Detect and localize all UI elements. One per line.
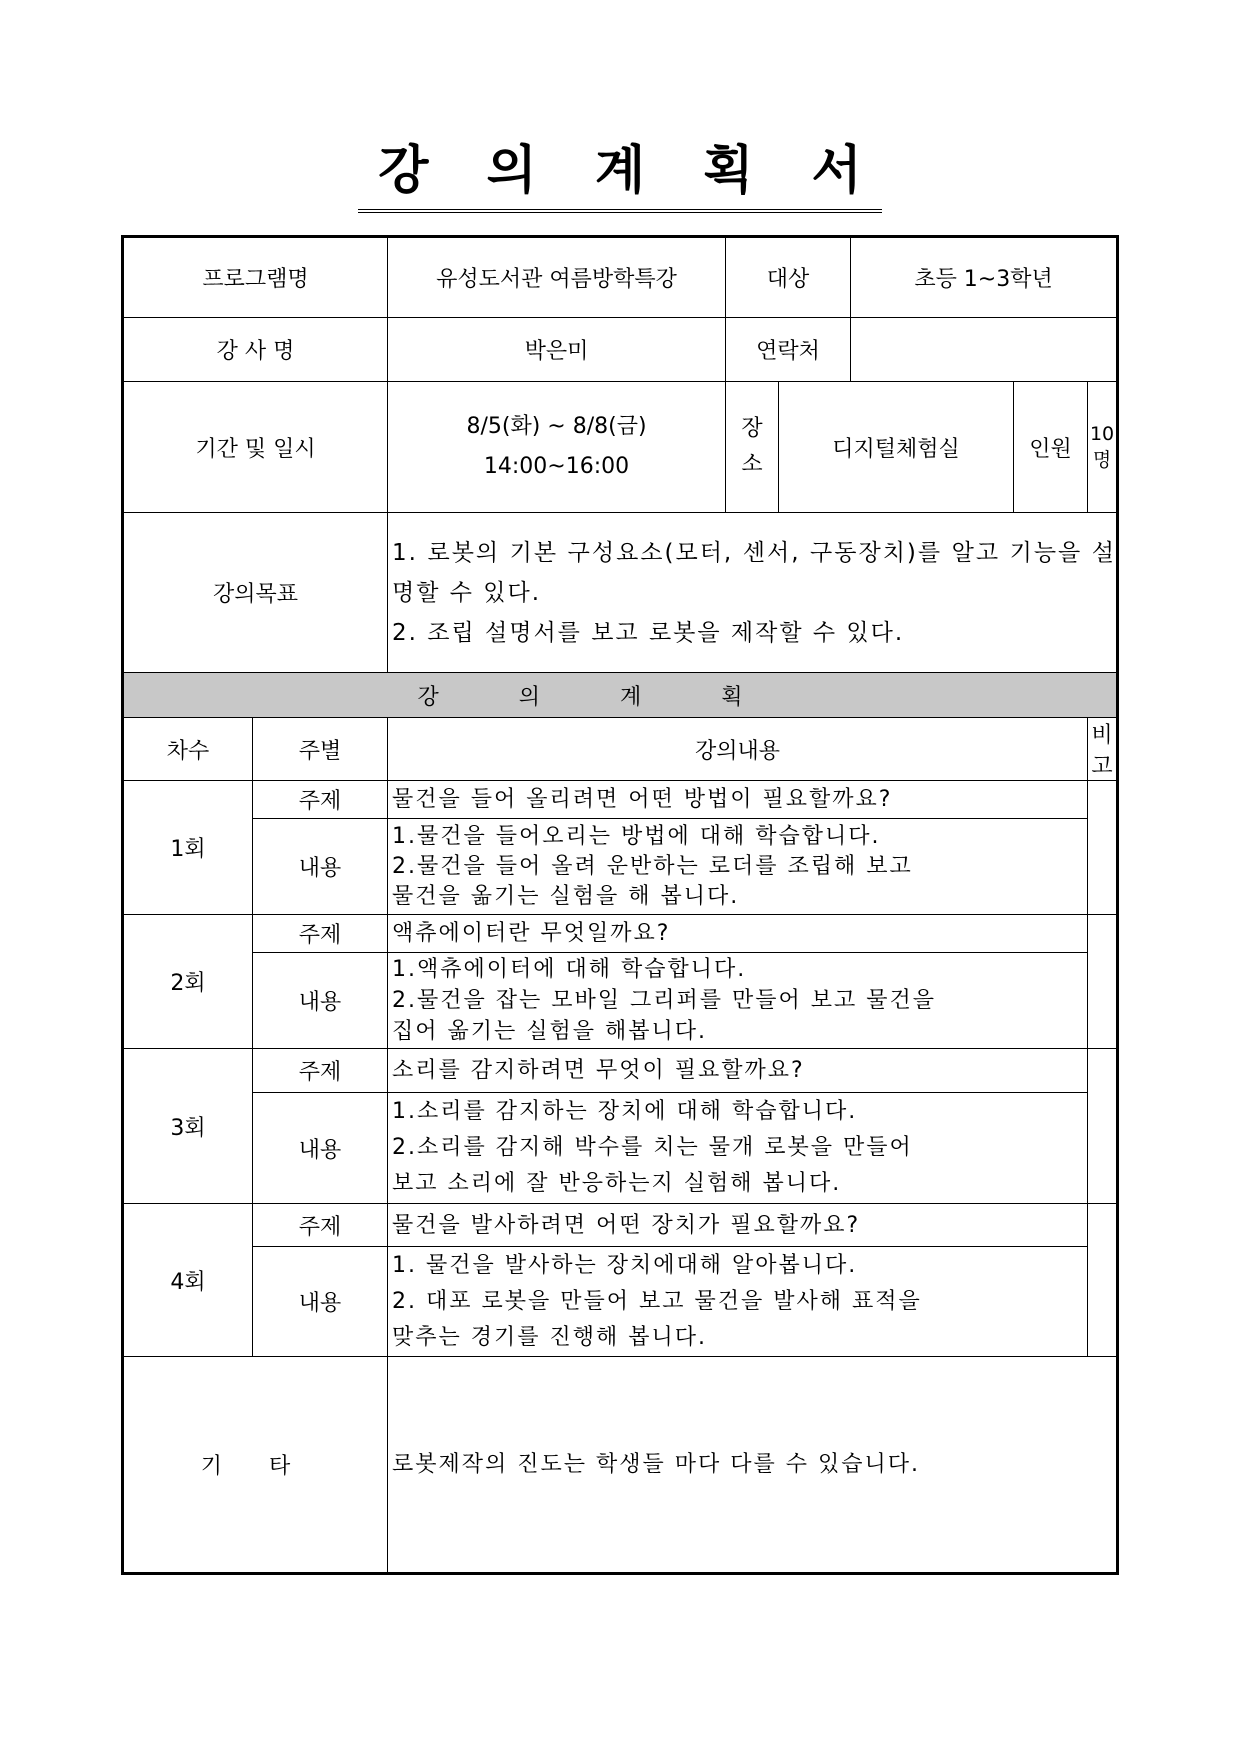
col-content: 강의내용 <box>388 718 1088 781</box>
goals-row <box>123 513 1118 673</box>
target-value: 초등 1~3학년 <box>851 237 1118 318</box>
etc-text: 로봇제작의 진도는 학생들 마다 다를 수 있습니다. <box>388 1357 1118 1574</box>
session-1-content-label: 내용 <box>253 819 388 915</box>
session-4-content-label: 내용 <box>253 1247 388 1357</box>
session-4-no: 4회 <box>123 1204 253 1357</box>
col-type: 주별 <box>253 718 388 781</box>
session-4-topic-row <box>123 1204 1118 1247</box>
session-1-topic-row <box>123 781 1118 819</box>
count-label: 인원 <box>1014 382 1088 513</box>
session-2-topic-label: 주제 <box>253 915 388 953</box>
session-1-content: 1.물건을 들어오리는 방법에 대해 학습합니다. 2.물건을 들어 올려 운반하는 로더를 조립해 보고 물건을 옮기는 실험을 해 봅니다. <box>388 819 1088 915</box>
place-value: 디지털체험실 <box>779 382 1014 513</box>
session-2-content-row <box>123 953 1118 1049</box>
target-label: 대상 <box>726 237 851 318</box>
page-title <box>0 128 1240 213</box>
contact-value <box>851 318 1118 382</box>
instructor-value: 박은미 <box>388 318 726 382</box>
session-3-topic-label: 주제 <box>253 1049 388 1093</box>
session-3-content-label: 내용 <box>253 1093 388 1204</box>
session-3-content: 1.소리를 감지하는 장치에 대해 학습합니다. 2.소리를 감지해 박수를 치는 물개 로봇을 만들어 보고 소리에 잘 반응하는지 실험해 봅니다. <box>388 1093 1088 1204</box>
col-session: 차수 <box>123 718 253 781</box>
instructor-row <box>123 318 1118 382</box>
schedule-dates: 8/5(화) ~ 8/8(금) <box>466 414 647 439</box>
plan-header: 강의계획 <box>123 673 1118 718</box>
program-row <box>123 237 1118 318</box>
plan-header-row <box>123 673 1118 718</box>
page-title-text: 강 의 계 획 서 <box>358 128 882 213</box>
session-2-no: 2회 <box>123 915 253 1049</box>
session-2-content: 1.액츄에이터에 대해 학습합니다. 2.물건을 잡는 모바일 그리퍼를 만들어 보고 물건을 집어 옮기는 실험을 해봅니다. <box>388 953 1088 1049</box>
session-3-content-row <box>123 1093 1118 1204</box>
session-3-no: 3회 <box>123 1049 253 1204</box>
session-4-note <box>1088 1204 1118 1357</box>
session-2-note <box>1088 915 1118 1049</box>
session-1-topic: 물건을 들어 올리려면 어떤 방법이 필요할까요? <box>388 781 1088 819</box>
lecture-plan-table <box>121 235 1119 1575</box>
etc-row <box>123 1357 1118 1574</box>
session-3-topic-row <box>123 1049 1118 1093</box>
schedule-row <box>123 382 1118 513</box>
contact-label: 연락처 <box>726 318 851 382</box>
instructor-label: 강 사 명 <box>123 318 388 382</box>
session-3-topic: 소리를 감지하려면 무엇이 필요할까요? <box>388 1049 1088 1093</box>
session-1-topic-label: 주제 <box>253 781 388 819</box>
session-2-topic-row <box>123 915 1118 953</box>
session-1-content-row <box>123 819 1118 915</box>
session-4-topic: 물건을 발사하려면 어떤 장치가 필요할까요? <box>388 1204 1088 1247</box>
count-value: 10명 <box>1088 382 1118 513</box>
session-4-content: 1. 물건을 발사하는 장치에대해 알아봅니다. 2. 대포 로봇을 만들어 보고 물건을 발사해 표적을 맞추는 경기를 진행해 봅니다. <box>388 1247 1088 1357</box>
schedule-datetime <box>388 382 726 513</box>
col-note: 비고 <box>1088 718 1118 781</box>
etc-label: 기 타 <box>123 1357 388 1574</box>
schedule-label: 기간 및 일시 <box>123 382 388 513</box>
session-4-topic-label: 주제 <box>253 1204 388 1247</box>
program-value: 유성도서관 여름방학특강 <box>388 237 726 318</box>
session-2-content-label: 내용 <box>253 953 388 1049</box>
goals-label: 강의목표 <box>123 513 388 673</box>
session-2-topic: 액츄에이터란 무엇일까요? <box>388 915 1088 953</box>
program-label: 프로그램명 <box>123 237 388 318</box>
column-header-row <box>123 718 1118 781</box>
goals-text: 1. 로봇의 기본 구성요소(모터, 센서, 구동장치)를 알고 기능을 설명할 수 있다. 2. 조립 설명서를 보고 로봇을 제작할 수 있다. <box>388 513 1118 673</box>
session-3-note <box>1088 1049 1118 1204</box>
schedule-time: 14:00~16:00 <box>483 454 630 479</box>
session-1-no: 1회 <box>123 781 253 915</box>
place-label: 장 소 <box>726 382 779 513</box>
session-1-note <box>1088 781 1118 915</box>
session-4-content-row <box>123 1247 1118 1357</box>
